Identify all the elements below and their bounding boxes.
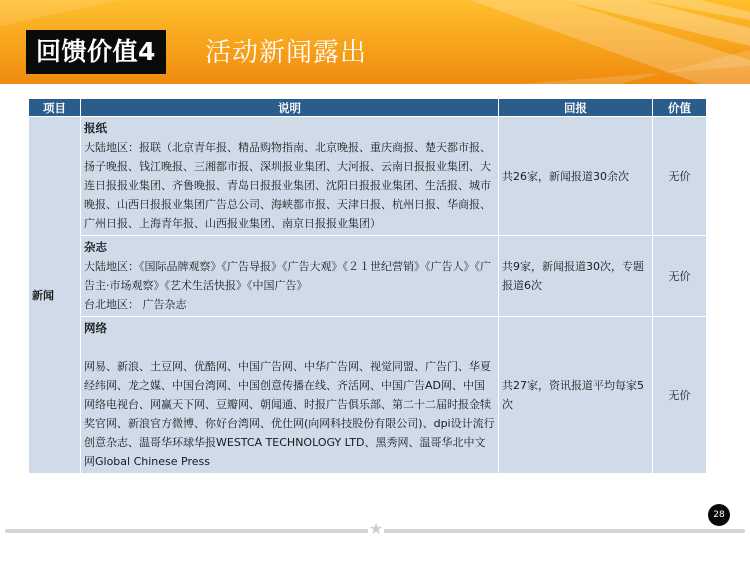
- value-cell-magazine: 无价: [653, 236, 707, 317]
- column-header-description: 说明: [81, 99, 499, 117]
- description-cell-magazine: [81, 236, 499, 317]
- return-cell-magazine: 共9家，新闻报道30次，专题报道6次: [499, 236, 653, 317]
- item-cell-news: 新闻: [29, 117, 81, 474]
- description-cell-newspaper: [81, 117, 499, 236]
- description-text: 台北地区： 广告杂志: [84, 298, 187, 311]
- section-title-newspaper: 报纸: [84, 121, 107, 135]
- spacer: [84, 338, 495, 357]
- table-row-newspaper: [29, 117, 707, 236]
- description-cell-online: [81, 317, 499, 474]
- page-subtitle: 活动新闻露出: [205, 38, 368, 68]
- header-banner: [0, 0, 750, 84]
- description-text: 大陆地区：报联（北京青年报、精品购物指南、北京晚报、重庆商报、楚天都市报、扬子晚报、钱江晚报、三湘都市报、深圳报业集团、大河报、云南日报报业集团、大连日报报业集团、齐鲁晚报、青岛日报报业集团、沈阳日报报业集团、生活报、城市晚报、山西日报报业集团广告总公司、海峡都市报、天津日报、杭州日报、华商报、广州日报、上海青年报、山西报业集团、南京日报报业集团）: [84, 141, 491, 230]
- section-title-online: 网络: [84, 321, 107, 335]
- description-text: 网易、新浪、土豆网、优酷网、中国广告网、中华广告网、视觉同盟、广告门、华夏经纬网、龙之媒、中国台湾网、中国创意传播在线、齐活网、中国广告AD网、中国网络电视台、网赢天下网、豆瓣网、朝闻通、时报广告俱乐部、第二十二届时报金犊奖官网、新浪官方微博、你好台湾网、优仕网(向网科技股份有限公司)、dpi设计流行创意杂志、温哥华环球华报WESTCA TECHNOLOGY LTD、黑秀网、温哥华北中文网Global Chinese Press: [84, 360, 495, 468]
- table-row-magazine: [29, 236, 707, 317]
- description-text: 大陆地区：《国际品牌观察》《广告导报》《广告大观》《２１世纪营销》《广告人》《广告主·市场观察》《艺术生活快报》《中国广告》: [84, 260, 491, 292]
- column-header-return: 回报: [499, 99, 653, 117]
- table-header-row: [29, 99, 707, 117]
- page-number-badge: 28: [708, 504, 730, 526]
- return-cell-newspaper: 共26家，新闻报道30余次: [499, 117, 653, 236]
- star-icon: ★: [368, 519, 384, 538]
- section-title-magazine: 杂志: [84, 240, 107, 254]
- table-row-online: [29, 317, 707, 474]
- value-cell-online: 无价: [653, 317, 707, 474]
- return-cell-online: 共27家，资讯报道平均每家5次: [499, 317, 653, 474]
- page-title: 回馈价值4: [26, 30, 166, 74]
- column-header-item: 项目: [29, 99, 81, 117]
- value-cell-newspaper: 无价: [653, 117, 707, 236]
- column-header-value: 价值: [653, 99, 707, 117]
- media-exposure-table: [28, 98, 707, 474]
